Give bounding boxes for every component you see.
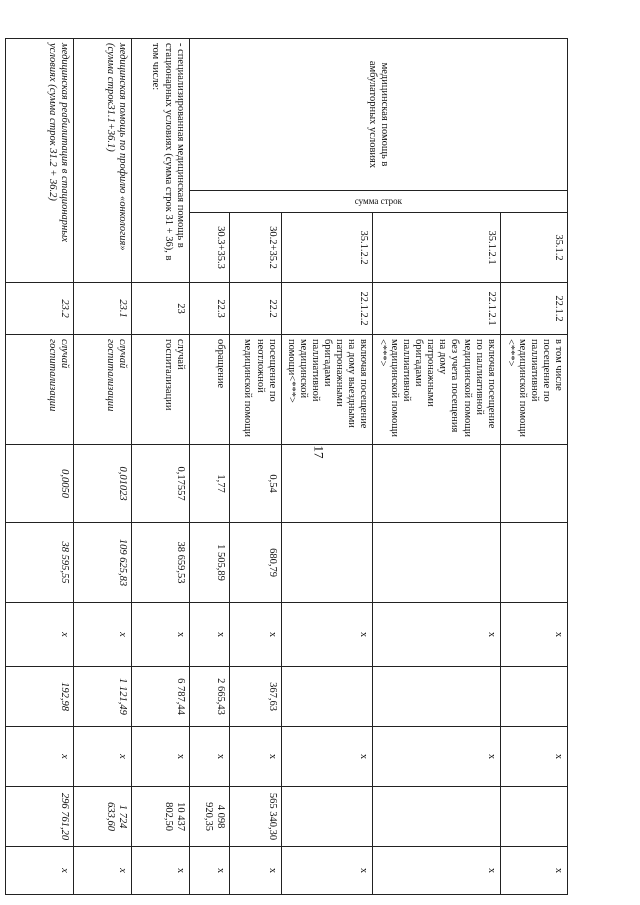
line-cell: 22.2	[229, 283, 281, 335]
c1-cell: x	[229, 603, 281, 667]
c1-cell: x	[373, 603, 501, 667]
merged-category-cell: медицинская помощь в амбулаторных условиях	[189, 39, 567, 191]
formula-cell: 35.1.2	[500, 213, 567, 283]
unit-cell: включая посещение по паллиативной медицинской помощи без учета посещения на дому патронажными бригадами паллиативной медицинской помощи <***>	[373, 335, 501, 445]
line-cell: 22.1.2.1	[373, 283, 501, 335]
c4-cell: 1 724 633,60	[73, 787, 131, 847]
c3-cell: x	[281, 727, 372, 787]
c3-cell: x	[131, 727, 189, 787]
c2-cell: 367,63	[229, 667, 281, 727]
cost-cell: 109 625,83	[73, 523, 131, 603]
line-cell: 22.1.2	[500, 283, 567, 335]
c5-cell: x	[73, 847, 131, 895]
c5-cell: x	[189, 847, 229, 895]
c5-cell: x	[229, 847, 281, 895]
c4-cell	[281, 787, 372, 847]
norm-cell: 0,0050	[5, 445, 73, 523]
c5-cell: x	[5, 847, 73, 895]
c5-cell: x	[281, 847, 372, 895]
formula-cell: 30.2+35.2	[229, 213, 281, 283]
unit-cell: в том числе посещение по паллиативной медицинской помощи <***>	[500, 335, 567, 445]
line-cell: 22.1.2.2	[281, 283, 372, 335]
c2-cell	[281, 667, 372, 727]
c2-cell	[500, 667, 567, 727]
c1-cell: x	[73, 603, 131, 667]
c5-cell: x	[131, 847, 189, 895]
c5-cell: x	[500, 847, 567, 895]
c3-cell: x	[229, 727, 281, 787]
c1-cell: x	[189, 603, 229, 667]
cost-cell: 1 505,89	[189, 523, 229, 603]
c4-cell: 565 340,30	[229, 787, 281, 847]
c1-cell: x	[5, 603, 73, 667]
table-row	[500, 39, 567, 895]
unit-cell: случай госпитализации	[131, 335, 189, 445]
c3-cell: x	[73, 727, 131, 787]
c2-cell	[373, 667, 501, 727]
page-number: 17	[311, 445, 327, 459]
unit-cell: обращение	[189, 335, 229, 445]
c4-cell: 10 437 802,50	[131, 787, 189, 847]
norm-cell: 0,17557	[131, 445, 189, 523]
c2-cell: 2 665,43	[189, 667, 229, 727]
unit-cell: случай госпитализации	[73, 335, 131, 445]
sum-label-cell	[189, 191, 567, 213]
c1-cell: x	[500, 603, 567, 667]
c3-cell: x	[373, 727, 501, 787]
cost-cell: 38 595,55	[5, 523, 73, 603]
c3-cell: x	[500, 727, 567, 787]
cost-cell	[281, 523, 372, 603]
line-cell: 23	[131, 283, 189, 335]
cost-cell: 38 659,53	[131, 523, 189, 603]
unit-cell: случай госпитализации	[5, 335, 73, 445]
norm-cell	[500, 445, 567, 523]
section-cell: медицинская помощь по профилю «онкология» (сумма строк31.1+36.1)	[73, 39, 131, 283]
norm-cell	[373, 445, 501, 523]
norm-cell: 0,01023	[73, 445, 131, 523]
line-cell: 22.3	[189, 283, 229, 335]
formula-cell: 35.1.2.1	[373, 213, 501, 283]
norm-cell: 0,54	[229, 445, 281, 523]
formula-cell: 35.1.2.2	[281, 213, 372, 283]
c3-cell: x	[5, 727, 73, 787]
section-cell: - специализированная медицинская помощь в стационарных условиях (сумма строк 31 + 36), в том числе:	[131, 39, 189, 283]
norm-cell	[281, 445, 372, 523]
norm-cell: 1,77	[189, 445, 229, 523]
c2-cell: 6 787,44	[131, 667, 189, 727]
unit-cell: включая посещение на дому выездными патронажными бригадами паллиативной медицинской помощи<***>	[281, 335, 372, 445]
c1-cell: x	[131, 603, 189, 667]
c4-cell	[373, 787, 501, 847]
line-cell: 23.2	[5, 283, 73, 335]
budget-table	[5, 38, 568, 895]
c1-cell: x	[281, 603, 372, 667]
c2-cell: 1 121,49	[73, 667, 131, 727]
c3-cell: x	[189, 727, 229, 787]
cost-cell	[373, 523, 501, 603]
unit-cell: посещение по неотложной медицинской помощи	[229, 335, 281, 445]
c4-cell: 296 761,20	[5, 787, 73, 847]
sum-label: сумма строк	[354, 196, 402, 207]
cost-cell	[500, 523, 567, 603]
c2-cell: 192,98	[5, 667, 73, 727]
table-row	[73, 39, 131, 895]
rotated-sheet	[46, 38, 568, 894]
line-cell: 23.1	[73, 283, 131, 335]
formula-cell: 30.3+35.3	[189, 213, 229, 283]
table-row	[5, 39, 73, 895]
c4-cell: 4 098 920,35	[189, 787, 229, 847]
table-row	[131, 39, 189, 895]
cost-cell: 680,79	[229, 523, 281, 603]
c4-cell	[500, 787, 567, 847]
c5-cell: x	[373, 847, 501, 895]
section-cell: медицинская реабилитация в стационарных условиях (сумма строк 31.2 + 36.2)	[5, 39, 73, 283]
